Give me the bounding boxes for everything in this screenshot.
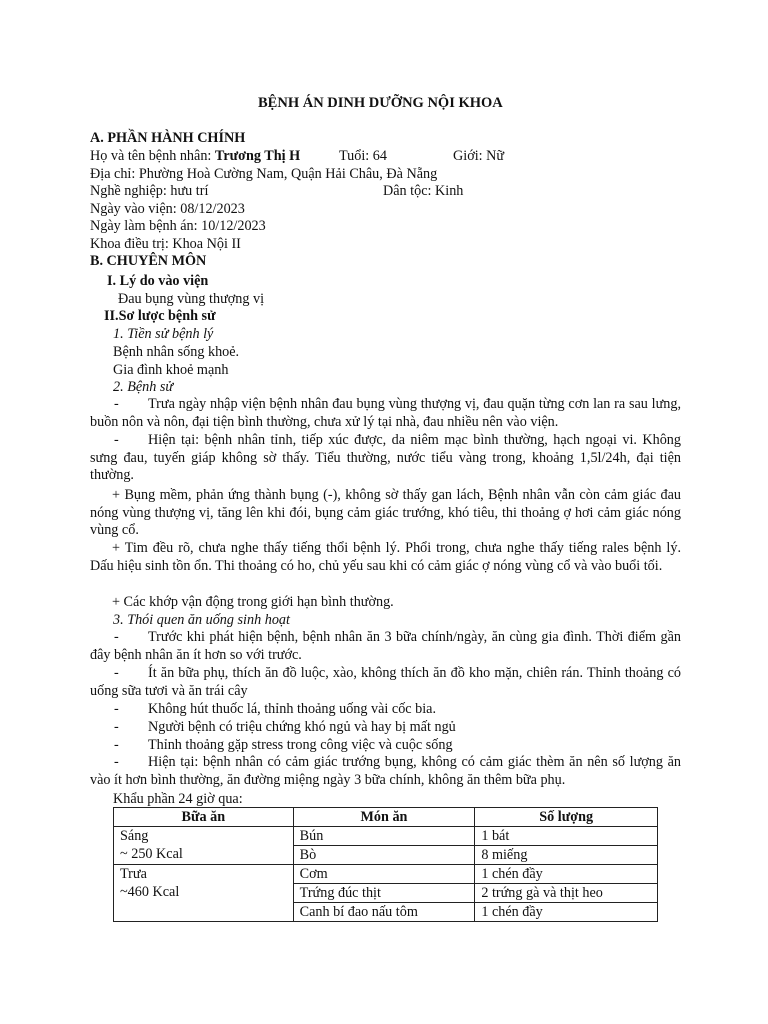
illness-text-1: Trưa ngày nhập viện bệnh nhân đau bụng vùng thượng vị, đau quặn từng cơn lan ra sau lưng, buồn nôn và nôn, đại tiện bình thường, chưa xử lý tại nhà, đau nhiều nên vào viện. <box>90 396 681 430</box>
illness-paragraph-1 <box>90 396 681 431</box>
document-title: BỆNH ÁN DINH DƯỠNG NỘI KHOA <box>258 95 503 111</box>
bullet-dash: - <box>114 719 119 735</box>
quantity-cell: 1 chén đầy <box>475 903 658 922</box>
meal-cell-breakfast <box>114 827 294 865</box>
table-row <box>114 827 658 846</box>
patient-address: Địa chỉ: Phường Hoà Cường Nam, Quận Hải Châu, Đà Nẵng <box>90 166 438 182</box>
dish-cell: Canh bí đao nấu tôm <box>293 903 475 922</box>
record-date: Ngày làm bệnh án: 10/12/2023 <box>90 218 266 234</box>
meal-cell-lunch <box>114 865 294 922</box>
patient-name-value: Trương Thị H <box>214 148 301 164</box>
illness-text-2: Hiện tại: bệnh nhân tỉnh, tiếp xúc được, da niêm mạc bình thường, hạch ngoại vi. Không sưng đau, tuyến giáp không sờ thấy. Tiểu thường, nước tiểu vàng trong, khoảng 1,5l/24h, đại tiện thường. <box>90 432 681 484</box>
illness-paragraph-2 <box>90 432 681 485</box>
patient-gender: Giới: Nữ <box>453 148 505 164</box>
past-history-line: Bệnh nhân sống khoẻ. <box>113 344 240 360</box>
habits-paragraph-2 <box>90 665 681 700</box>
quantity-cell: 8 miếng <box>475 846 658 865</box>
bullet-dash: - <box>114 737 119 753</box>
illness-paragraph-3: + Bụng mềm, phản ứng thành bụng (-), không sờ thấy gan lách, Bệnh nhân vẫn còn cảm giác đau nóng vùng thượng vị, tăng lên khi đói, bụng cảm giác trướng, khó tiêu, thi thoảng ợ hơi cảm giác nóng vùng cổ. <box>90 487 681 539</box>
habits-paragraph-1 <box>90 629 681 664</box>
illness-paragraph-4: + Tim đều rõ, chưa nghe thấy tiếng thổi bệnh lý. Phổi trong, chưa nghe thấy tiếng rales bệnh lý. Dấu hiệu sinh tồn ổn. Thi thoảng có ho, chủ yếu sau khi có cảm giác ợ nóng vùng cổ và vào buổi tối. <box>90 540 681 574</box>
past-history-line: Gia đình khoẻ mạnh <box>113 362 229 378</box>
illness-paragraph-5: + Các khớp vận động trong giới hạn bình thường. <box>112 594 394 610</box>
department: Khoa điều trị: Khoa Nội II <box>90 236 241 252</box>
habits-text-1: Trước khi phát hiện bệnh, bệnh nhân ăn 3 bữa chính/ngày, ăn cùng gia đình. Thời điểm gần đây bệnh nhân ăn ít hơn so với trước. <box>90 629 681 663</box>
past-history-heading: 1. Tiền sử bệnh lý <box>113 326 214 342</box>
section-b-heading: B. CHUYÊN MÔN <box>90 253 207 269</box>
habits-paragraph-6 <box>90 754 681 789</box>
habits-paragraph-3 <box>90 700 436 718</box>
patient-age: Tuổi: 64 <box>339 148 387 164</box>
dish-cell: Cơm <box>293 865 475 884</box>
header-meal: Bữa ăn <box>114 808 294 827</box>
quantity-cell: 2 trứng gà và thịt heo <box>475 884 658 903</box>
dish-cell: Bún <box>293 827 475 846</box>
habits-text-2: Ít ăn bữa phụ, thích ăn đồ luộc, xào, không thích ăn đồ kho mặn, chiên rán. Thỉnh thoảng có uống sữa tươi và ăn trái cây <box>90 665 681 699</box>
bullet-dash: - <box>114 396 119 412</box>
patient-name-line <box>90 147 300 165</box>
bullet-dash: - <box>114 754 119 770</box>
meal-kcal: ~ 250 Kcal <box>120 846 183 862</box>
reason-heading: I. Lý do vào viện <box>107 273 209 289</box>
bullet-dash: - <box>114 665 119 681</box>
bullet-dash: - <box>114 701 119 717</box>
table-header-row <box>114 808 658 827</box>
habits-text-5: Thỉnh thoảng gặp stress trong công việc và cuộc sống <box>148 737 453 753</box>
dish-cell: Bò <box>293 846 475 865</box>
habits-heading: 3. Thói quen ăn uống sinh hoạt <box>113 612 290 628</box>
quantity-cell: 1 bát <box>475 827 658 846</box>
history-heading: II.Sơ lược bệnh sử <box>104 308 216 324</box>
diet-table <box>113 807 658 922</box>
habits-text-3: Không hút thuốc lá, thỉnh thoảng uống vài cốc bia. <box>148 701 437 717</box>
quantity-cell: 1 chén đầy <box>475 865 658 884</box>
meal-kcal: ~460 Kcal <box>120 884 180 900</box>
patient-occupation: Nghề nghiệp: hưu trí <box>90 183 209 199</box>
section-a-heading: A. PHẦN HÀNH CHÍNH <box>90 130 246 146</box>
header-quantity: Số lượng <box>475 808 658 827</box>
habits-text-4: Người bệnh có triệu chứng khó ngủ và hay bị mất ngủ <box>148 719 456 735</box>
table-row <box>114 865 658 884</box>
illness-heading: 2. Bệnh sử <box>113 379 174 395</box>
habits-text-6: Hiện tại: bệnh nhân có cảm giác trướng bụng, không có cảm giác thèm ăn nên số lượng ăn vào ít hơn bình thường, ăn đường miệng ngày 3 bữa chính, không ăn thêm bữa phụ. <box>90 754 681 788</box>
bullet-dash: - <box>114 432 119 448</box>
diet-caption: Khẩu phần 24 giờ qua: <box>113 791 243 807</box>
header-dish: Món ăn <box>293 808 475 827</box>
meal-name: Sáng <box>120 828 149 844</box>
patient-name-label: Họ và tên bệnh nhân: <box>90 148 212 164</box>
habits-paragraph-4 <box>90 718 456 736</box>
meal-name: Trưa <box>120 866 147 882</box>
bullet-dash: - <box>114 629 119 645</box>
reason-text: Đau bụng vùng thượng vị <box>118 291 265 307</box>
patient-ethnicity: Dân tộc: Kinh <box>383 183 464 199</box>
habits-paragraph-5 <box>90 736 453 754</box>
dish-cell: Trứng đúc thịt <box>293 884 475 903</box>
admission-date: Ngày vào viện: 08/12/2023 <box>90 201 245 217</box>
